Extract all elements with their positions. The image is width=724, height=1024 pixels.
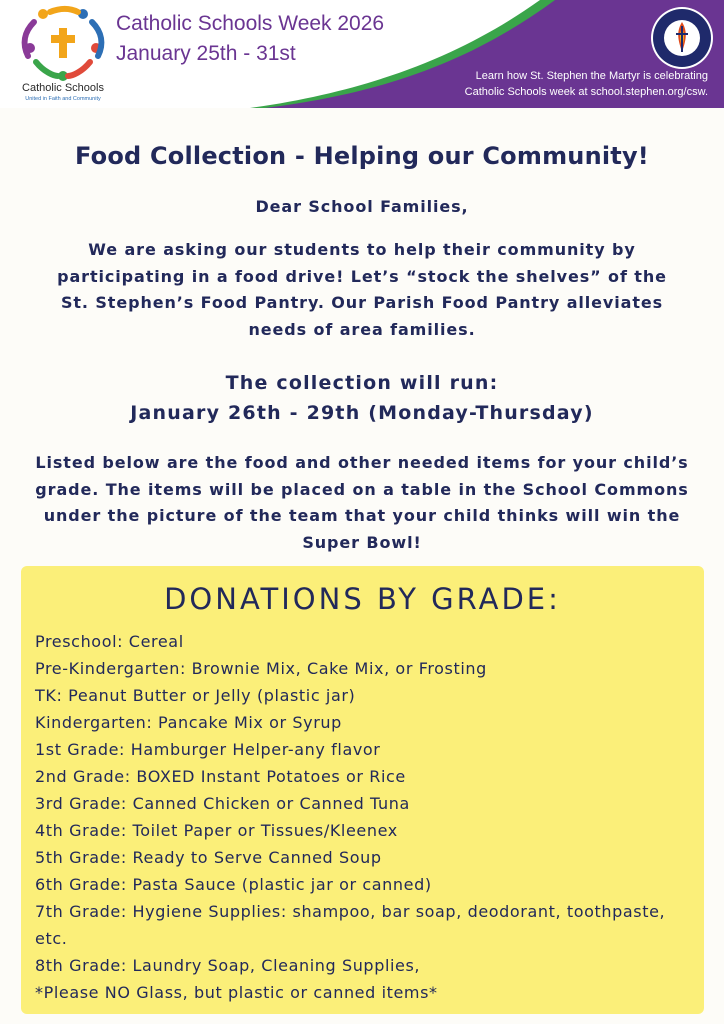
donations-title: DONATIONS BY GRADE: bbox=[164, 582, 561, 616]
learn-line-1: Learn how St. Stephen the Martyr is celebrating bbox=[475, 70, 708, 82]
week-title: Catholic Schools Week 2026 bbox=[116, 12, 385, 35]
learn-line-2: Catholic Schools week at school.stephen.org/csw. bbox=[464, 86, 708, 98]
intro-paragraph: We are asking our students to help their community by participating in a food drive! Let’s “stock the shelves” of the St. Stephen’s Food Pantry. Our Parish Food Pantry alleviates needs of area families. bbox=[57, 240, 667, 339]
donations-panel bbox=[21, 566, 704, 1014]
grade-list bbox=[35, 628, 695, 1006]
logo-wordmark: Catholic Schools bbox=[22, 82, 104, 94]
logo-tagline: United in Faith and Community bbox=[25, 96, 101, 102]
page-title: Food Collection - Helping our Community! bbox=[75, 142, 649, 170]
header-banner bbox=[0, 0, 724, 108]
list-item: 3rd Grade: Canned Chicken or Canned Tuna bbox=[35, 794, 410, 813]
list-item: 7th Grade: Hygiene Supplies: shampoo, bar soap, deodorant, toothpaste, etc. bbox=[35, 902, 666, 948]
list-item: Kindergarten: Pancake Mix or Syrup bbox=[35, 713, 342, 732]
list-item: 8th Grade: Laundry Soap, Cleaning Supplies, bbox=[35, 956, 421, 975]
list-item: Pre-Kindergarten: Brownie Mix, Cake Mix, or Frosting bbox=[35, 659, 487, 678]
school-seal-icon bbox=[650, 6, 714, 70]
list-item: Preschool: Cereal bbox=[35, 632, 184, 651]
logo-figures-icon bbox=[10, 4, 116, 82]
list-item: 6th Grade: Pasta Sauce (plastic jar or canned) bbox=[35, 875, 432, 894]
learn-more-text bbox=[465, 68, 708, 100]
greeting: Dear School Families, bbox=[255, 197, 469, 216]
list-item: 4th Grade: Toilet Paper or Tissues/Kleenex bbox=[35, 821, 398, 840]
week-dates: January 25th - 31st bbox=[116, 42, 296, 65]
collection-heading: The collection will run: bbox=[225, 372, 499, 394]
list-item: TK: Peanut Butter or Jelly (plastic jar) bbox=[35, 686, 356, 705]
list-item: 1st Grade: Hamburger Helper-any flavor bbox=[35, 740, 381, 759]
collection-dates: January 26th - 29th (Monday-Thursday) bbox=[130, 402, 594, 424]
list-item: *Please NO Glass, but plastic or canned items* bbox=[35, 983, 438, 1002]
catholic-schools-logo bbox=[10, 4, 116, 104]
list-item: 2nd Grade: BOXED Instant Potatoes or Rice bbox=[35, 767, 406, 786]
list-item: 5th Grade: Ready to Serve Canned Soup bbox=[35, 848, 382, 867]
instructions-paragraph: Listed below are the food and other needed items for your child’s grade. The items will be placed on a table in the School Commons under the picture of the team that your child thinks will win the Super Bowl! bbox=[35, 453, 689, 552]
